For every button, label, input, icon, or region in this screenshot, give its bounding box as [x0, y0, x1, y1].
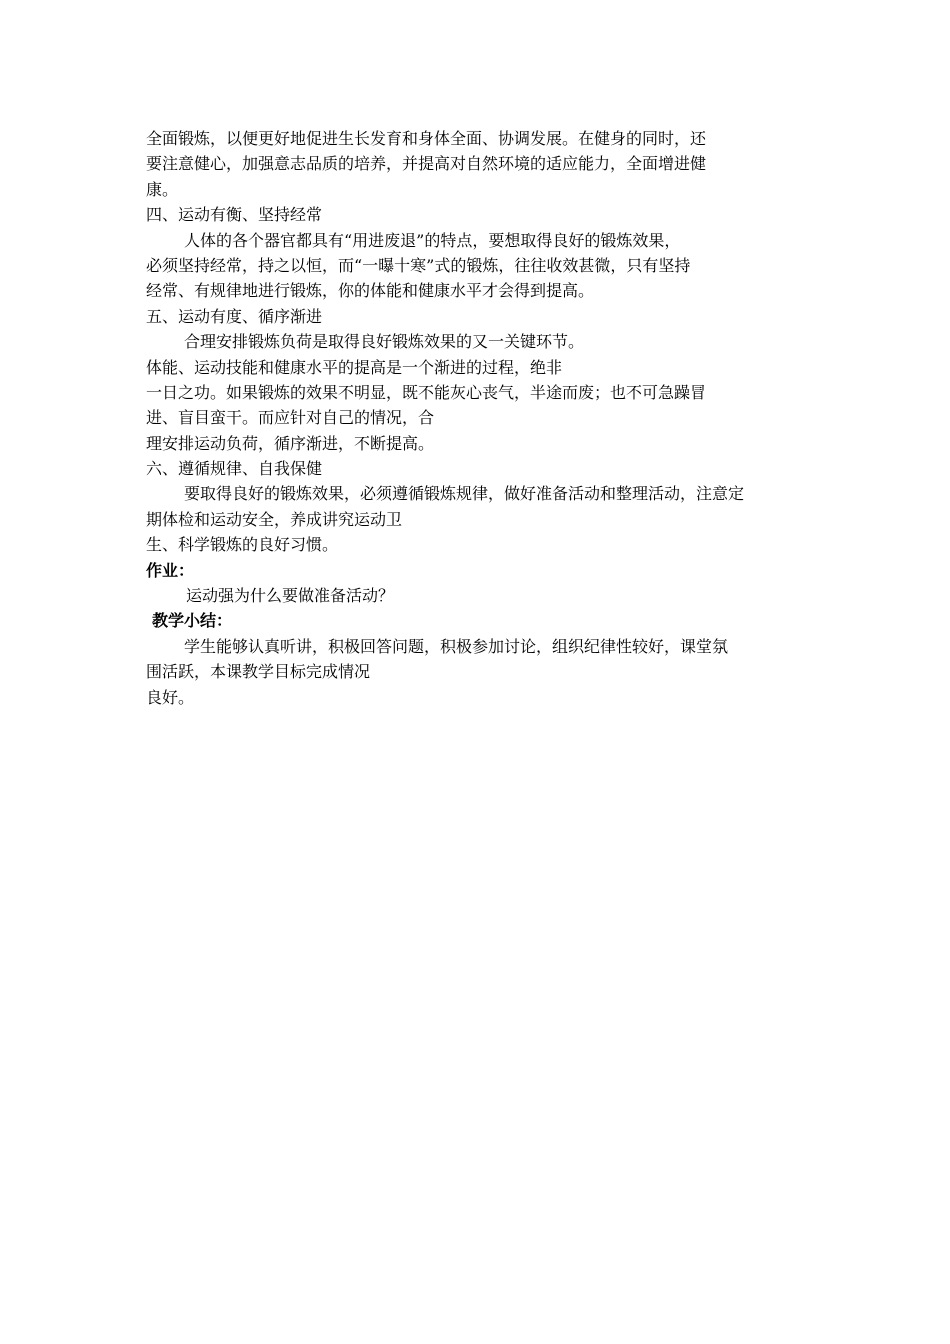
paragraph-line: 生、科学锻炼的良好习惯。 [146, 535, 339, 555]
paragraph-line: 体能、运动技能和健康水平的提高是一个渐进的过程，绝非 [146, 357, 563, 377]
paragraph-line: 期体检和运动安全，养成讲究运动卫 [146, 509, 403, 529]
paragraph-line: 要取得良好的锻炼效果，必须遵循锻炼规律，做好准备活动和整理活动，注意定 [184, 484, 745, 504]
section-heading: 六、遵循规律、自我保健 [146, 459, 323, 479]
paragraph-line: 围活跃，本课教学目标完成情况 [146, 662, 371, 682]
section-heading: 五、运动有度、循序渐进 [146, 306, 323, 326]
homework-heading: 作业： [146, 560, 195, 580]
section-heading: 四、运动有衡、坚持经常 [146, 205, 323, 225]
paragraph-line: 经常、有规律地进行锻炼，你的体能和健康水平才会得到提高。 [146, 281, 595, 301]
summary-heading: 教学小结： [152, 611, 233, 631]
document-page [146, 126, 811, 710]
homework-question: 运动强为什么要做准备活动？ [186, 586, 395, 606]
paragraph-line: 理安排运动负荷，循序渐进，不断提高。 [146, 433, 435, 453]
paragraph-line: 一日之功。如果锻炼的效果不明显，既不能灰心丧气，半途而废；也不可急躁冒 [146, 382, 707, 402]
paragraph-line: 必须坚持经常，持之以恒，而“一曝十寒”式的锻炼，往往收效甚微，只有坚持 [146, 255, 691, 275]
paragraph-line: 全面锻炼，以便更好地促进生长发育和身体全面、协调发展。在健身的同时，还 [146, 129, 707, 148]
paragraph-line: 要注意健心，加强意志品质的培养，并提高对自然环境的适应能力，全面增进健 [146, 154, 707, 174]
paragraph-line: 人体的各个器官都具有“用进废退”的特点，要想取得良好的锻炼效果， [184, 230, 681, 250]
paragraph-line: 良好。 [146, 687, 195, 707]
paragraph-line: 康。 [146, 179, 179, 199]
paragraph-line: 学生能够认真听讲，积极回答问题，积极参加讨论，组织纪律性较好，课堂氛 [184, 636, 729, 656]
paragraph-line: 进、盲目蛮干。而应针对自己的情况，合 [146, 408, 435, 428]
paragraph-line: 合理安排锻炼负荷是取得良好锻炼效果的又一关键环节。 [184, 332, 585, 352]
